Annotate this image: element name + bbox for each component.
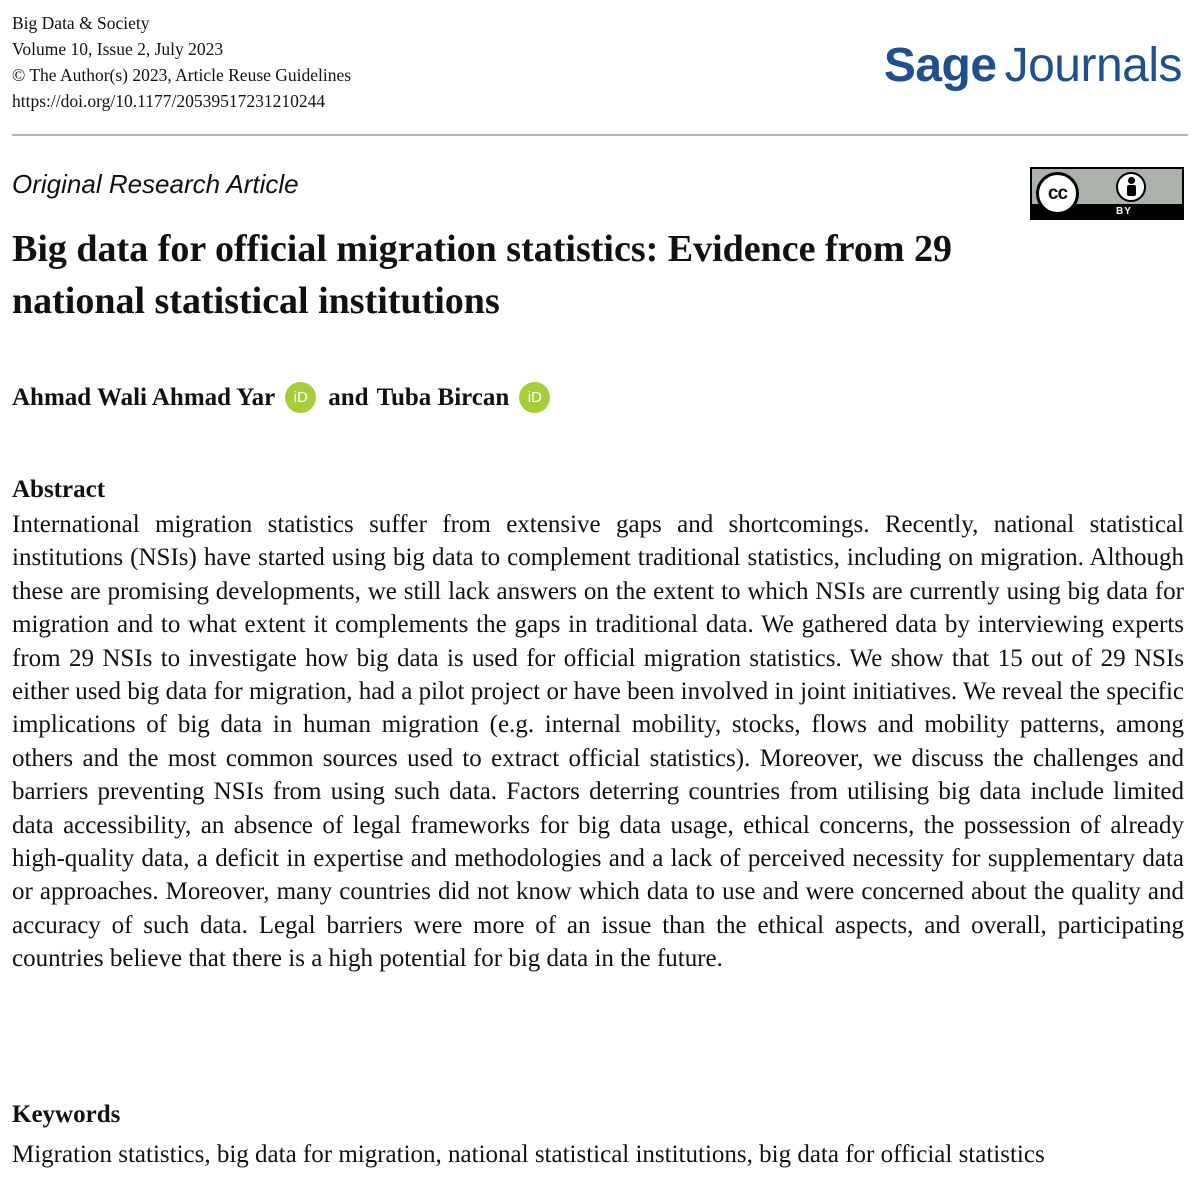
cc-by-license-badge[interactable] [1030,167,1184,220]
person-head-shape [1128,177,1135,184]
keywords-text: Migration statistics, big data for migration, national statistical institutions, big data for official statistics [12,1141,1045,1168]
person-body-shape [1127,185,1136,196]
article-title: Big data for official migration statistics: Evidence from 29 national statistical institutions [12,228,953,322]
copyright-line: © The Author(s) 2023, Article Reuse Guidelines [12,65,352,85]
logo-word-journals: Journals [1004,39,1182,92]
abstract-text: International migration statistics suffer from extensive gaps and shortcomings. Recently, national statistical institutions (NSIs) have started using big data to complement traditional statistics, including on migration. Although these are promising developments, we still lack answers on the extent to which NSIs are currently using big data for migration and to what extent it complements the gaps in traditional data. We gathered data by interviewing experts from 29 NSIs to investigate how big data is used for official migration statistics. We show that 15 out of 29 NSIs either used big data for migration, had a pilot project or have been involved in joint initiatives. We reveal the specific implications of big data in human migration (e.g. internal mobility, stocks, flows and mobility patterns, among others and the most common sources used to extract official statistics). Moreover, we discuss the challenges and barriers preventing NSIs from using such data. Factors deterring countries from utilising big data include limited data accessibility, an absence of legal frameworks for big data usage, ethical concerns, the possession of already high-quality data, a deficit in expertise and methodologies and a lack of perceived necessity for supplementary data or approaches. Moreover, many countries did not know which data to use and were concerned about the quality and accuracy of such data. Legal barriers were more of an issue than the ethical aspects, and overall, participating countries believe that there is a high potential for big data in the future. [12,511,1184,973]
abstract-heading: Abstract [12,476,106,503]
article-type: Original Research Article [12,169,299,199]
header-divider [12,134,1188,136]
by-label: BY [1116,206,1132,217]
journal-metadata [12,10,351,114]
volume-issue: Volume 10, Issue 2, July 2023 [12,39,224,59]
author-name[interactable]: Ahmad Wali Ahmad Yar [12,383,276,411]
author-conjunction: and [328,383,369,411]
publisher-logo [884,38,1182,93]
doi-link[interactable]: https://doi.org/10.1177/20539517231210244 [12,91,326,111]
journal-name: Big Data & Society [12,13,150,33]
author-list [12,382,562,413]
keywords-heading: Keywords [12,1101,121,1128]
logo-word-sage: Sage [883,39,997,92]
cc-icon [1036,172,1079,215]
cc-text: cc [1047,182,1068,204]
orcid-icon[interactable]: iD [285,382,316,413]
orcid-icon[interactable]: iD [519,382,550,413]
author-name[interactable]: Tuba Bircan [376,383,510,411]
attribution-icon [1116,172,1146,202]
